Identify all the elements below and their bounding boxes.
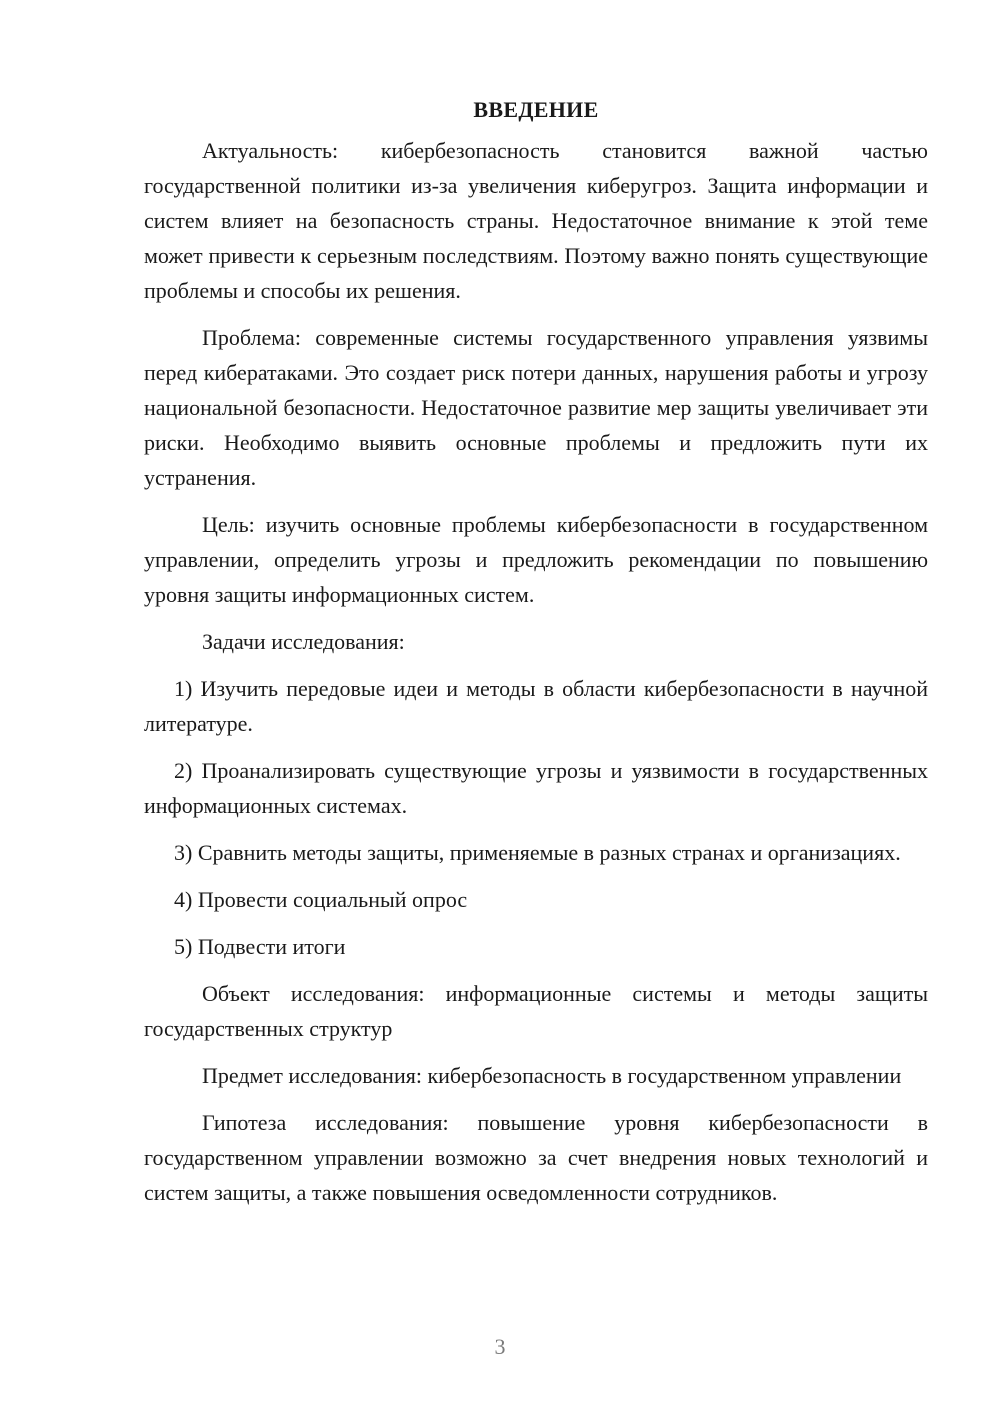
section-heading: ВВЕДЕНИЕ [473,97,599,122]
list-item: 3) Сравнить методы защиты, применяемые в разных странах и организациях. [174,840,901,865]
paragraph-object: Объект исследования: информационные системы и методы защиты государственных структур [144,981,928,1041]
page-number: 3 [494,1334,506,1359]
paragraph-subject: Предмет исследования: кибербезопасность в государственном управлении [202,1063,902,1088]
paragraph-goal: Цель: изучить основные проблемы кибербезопасности в государственном управлении, определить угрозы и предложить рекомендации по повышению уровня защиты информационных систем. [144,512,928,607]
list-item: 5) Подвести итоги [174,934,346,959]
list-item: 1) Изучить передовые идеи и методы в области кибербезопасности в научной литературе. [144,676,928,736]
paragraph-hypothesis: Гипотеза исследования: повышение уровня кибербезопасности в государственном управлении возможно за счет внедрения новых технологий и систем защиты, а также повышения осведомленности сотрудников. [144,1110,928,1205]
document-page [144,92,928,1222]
paragraph-relevance: Актуальность: кибербезопасность становится важной частью государственной политики из-за увеличения киберугроз. Защита информации и систем влияет на безопасность страны. Недостаточное внимание к этой теме может привести к серьезным последствиям. Поэтому важно понять существующие проблемы и способы их решения. [144,138,928,303]
list-item: 2) Проанализировать существующие угрозы и уязвимости в государственных информационных системах. [144,758,928,818]
paragraph-problem: Проблема: современные системы государственного управления уязвимы перед кибератаками. Это создает риск потери данных, нарушения работы и угрозу национальной безопасности. Недостаточное развитие мер защиты увеличивает эти риски. Необходимо выявить основные проблемы и предложить пути их устранения. [144,325,928,490]
tasks-title: Задачи исследования: [202,629,405,654]
tasks-list [144,671,928,964]
list-item: 4) Провести социальный опрос [174,887,468,912]
